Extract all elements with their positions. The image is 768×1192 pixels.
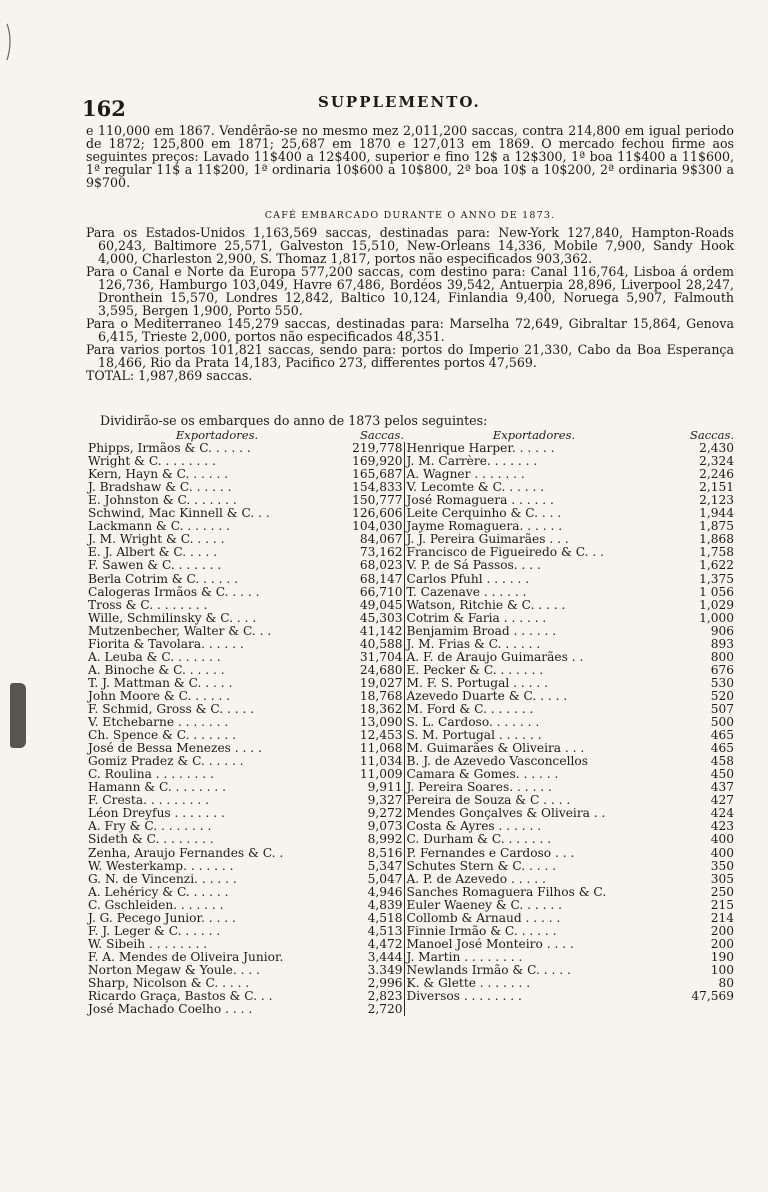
- bags-right: 80: [718, 976, 734, 990]
- table-intro: Dividirão-se os embarques do anno de 1873 pelos seguintes:: [100, 413, 488, 428]
- bags-left: 4,472: [348, 938, 404, 951]
- bags-left: 41,142: [348, 625, 404, 638]
- table-row: [86, 559, 734, 572]
- table-row: [86, 625, 734, 638]
- exporter-name-right: M. Guimarães & Oliveira . . .: [406, 742, 585, 756]
- table-row: [86, 599, 734, 612]
- bags-right: 676: [710, 663, 734, 677]
- exporter-name-left: Schwind, Mac Kinnell & C. . .: [88, 507, 270, 521]
- exporter-name-right: J. Martin . . . . . . . .: [406, 950, 523, 964]
- exporter-name-left: Sharp, Nicolson & C. . . . .: [88, 976, 250, 990]
- exporter-name-left: T. J. Mattman & C. . . . .: [88, 676, 233, 690]
- table-row: [86, 912, 734, 925]
- bags-right: 465: [710, 742, 734, 756]
- table-row: [86, 703, 734, 716]
- bags-right: 190: [710, 950, 734, 964]
- bags-left: 9,272: [348, 807, 404, 820]
- exporter-name-left: José de Bessa Menezes . . . .: [88, 742, 262, 756]
- exporter-name-right: Mendes Gonçalves & Oliveira . .: [406, 807, 606, 821]
- exporter-name-left: W. Westerkamp. . . . . . .: [88, 859, 234, 873]
- bags-right: 1,375: [699, 572, 734, 586]
- bags-right: 1,000: [699, 611, 734, 625]
- bags-right: 250: [710, 885, 734, 899]
- exporter-name-left: A. Binoche & C. . . . . .: [88, 663, 225, 677]
- exporter-name-right: S. L. Cardoso. . . . . . .: [406, 716, 540, 730]
- exporter-name-left: A. Leuba & C. . . . . . .: [88, 650, 221, 664]
- exporter-name-right: Benjamim Broad . . . . . .: [406, 624, 557, 638]
- bags-left: 5,347: [348, 860, 404, 873]
- exporter-name-left: V. Etchebarne . . . . . . .: [88, 716, 229, 730]
- header-exporters-right: Exportadores.: [492, 429, 576, 442]
- total-bags: TOTAL: 1,987,869 saccas.: [86, 368, 253, 383]
- exporter-name-right: B. J. de Azevedo Vasconcellos: [406, 755, 588, 769]
- exporter-name-left: Kern, Hayn & C. . . . . .: [88, 468, 229, 482]
- exporter-name-right: Camara & Gomes. . . . . .: [406, 768, 559, 782]
- exporter-name-right: Francisco de Figueiredo & C. . .: [406, 546, 604, 560]
- bags-left: 49,045: [348, 599, 404, 612]
- exporter-name-left: Phipps, Irmãos & C. . . . . .: [88, 442, 251, 456]
- bags-left: 8,992: [348, 833, 404, 846]
- bags-left: 66,710: [348, 586, 404, 599]
- table-row: [86, 951, 734, 964]
- table-row: [86, 586, 734, 599]
- bags-left: 8,516: [348, 847, 404, 860]
- bags-right: 1,029: [699, 598, 734, 612]
- bags-right: 350: [710, 859, 734, 873]
- table-row: [86, 781, 734, 794]
- bags-left: 4,839: [348, 899, 404, 912]
- exporter-name-right: J. J. Pereira Guimarães . . .: [406, 533, 569, 547]
- bags-left: 126,606: [348, 507, 404, 520]
- exporter-name-left: Tross & C. . . . . . . .: [88, 598, 208, 612]
- exporter-name-left: John Moore & C. . . . . .: [88, 689, 231, 703]
- exporter-name-right: Azevedo Duarte & C. . . . .: [406, 689, 568, 703]
- bags-left: 19,027: [348, 677, 404, 690]
- exporter-name-left: F. J. Leger & C. . . . . .: [88, 924, 221, 938]
- exporter-name-left: F. Schmid, Gross & C. . . . .: [88, 702, 255, 716]
- table-row: [86, 755, 734, 768]
- exporter-name-left: F. A. Mendes de Oliveira Junior.: [88, 950, 284, 964]
- table-row: [86, 807, 734, 820]
- table-row: [86, 638, 734, 651]
- bags-right: 214: [710, 911, 734, 925]
- bags-left: 11,009: [348, 768, 404, 781]
- exporter-name-left: Wille, Schmilinsky & C. . . .: [88, 611, 257, 625]
- exporter-name-right: C. Durham & C. . . . . . .: [406, 833, 552, 847]
- table-row: [86, 938, 734, 951]
- table-header-row: [86, 429, 734, 442]
- bags-left: 24,680: [348, 664, 404, 677]
- table-row: [86, 847, 734, 860]
- exporter-name-right: Costa & Ayres . . . . . .: [406, 820, 542, 834]
- bags-left: 2,720: [348, 1003, 404, 1016]
- destination-north-europe: Para o Canal e Norte da Europa 577,200 saccas, com destino para: Canal 116,764, Lisboa á ordem 126,736, Hamburgo 103,049, Havre 67,486, Bordéos 39,542, Antuerpia 28,896, Liverpool 28,247, Dronthein 15,570, Londres 12,842, Baltico 10,124, Finlandia 9,400, Noruega 5,907, Falmouth 3,595, Bergen 1,900, Porto 550.: [86, 264, 734, 318]
- bags-right: 200: [710, 924, 734, 938]
- bags-left: 4,513: [348, 925, 404, 938]
- bags-left: 12,453: [348, 729, 404, 742]
- exporter-name-left: Wright & C. . . . . . . .: [88, 455, 216, 469]
- exporter-name-left: A. Lehéricy & C. . . . . .: [88, 885, 229, 899]
- bags-left: 3,444: [348, 951, 404, 964]
- bags-left: 11,034: [348, 755, 404, 768]
- table-row: [86, 1003, 734, 1016]
- exporter-name-left: J. G. Pecego Junior. . . . .: [88, 911, 236, 925]
- bags-right: 1,622: [699, 559, 734, 573]
- bags-right: 1,944: [699, 507, 734, 521]
- table-row: [86, 677, 734, 690]
- bags-right: 520: [710, 689, 734, 703]
- bags-left: 2,996: [348, 977, 404, 990]
- exporter-name-right: Leite Cerquinho & C. . . .: [406, 507, 562, 521]
- table-row: [86, 468, 734, 481]
- bags-right: 47,569: [691, 990, 734, 1004]
- destinations-block: [86, 226, 734, 382]
- exporter-name-right: A. F. de Araujo Guimarães . .: [406, 650, 584, 664]
- exporter-name-left: F. Sawen & C. . . . . . .: [88, 559, 222, 573]
- exporter-name-left: Hamann & C. . . . . . . .: [88, 781, 227, 795]
- exporter-name-left: Norton Megaw & Youle. . . .: [88, 963, 260, 977]
- exporter-name-right: Pereira de Souza & C . . . .: [406, 794, 571, 808]
- bags-left: 84,067: [348, 533, 404, 546]
- bags-left: 5,047: [348, 873, 404, 886]
- bags-left: 104,030: [348, 520, 404, 533]
- exporter-name-left: Mutzenbecher, Walter & C. . .: [88, 624, 272, 638]
- market-paragraph: e 110,000 em 1867. Vendêrão-se no mesmo mez 2,011,200 saccas, contra 214,800 em igual periodo de 1872; 125,800 em 1871; 25,687 em 1870 e 127,013 em 1869. O mercado fechou firme aos seguintes preços: Lavado 11$400 a 12$400, superior e fino 12$ a 12$300, 1ª boa 11$400 a 11$600, 1ª regular 11$ a 11$200, 1ª ordinaria 10$600 a 10$800, 2ª boa 10$ a 10$200, 2ª ordinaria 9$300 a 9$700.: [86, 123, 734, 190]
- bags-right: 2,430: [699, 442, 734, 456]
- table-row: [86, 494, 734, 507]
- bags-right: 1 056: [699, 585, 734, 599]
- table-row: [86, 612, 734, 625]
- exporter-name-right: A. Wagner . . . . . . .: [406, 468, 525, 482]
- bags-right: 507: [710, 702, 734, 716]
- bags-left: 18,362: [348, 703, 404, 716]
- bags-right: 2,151: [699, 481, 734, 495]
- destination-various-ports: Para varios portos 101,821 saccas, sendo para: portos do Imperio 21,330, Cabo da Boa Esperança 18,466, Rio da Prata 14,183, Pacifico 273, differentes portos 47,569.: [86, 342, 734, 370]
- exporter-name-right: E. Pecker & C. . . . . . .: [406, 663, 544, 677]
- bags-left: 169,920: [348, 455, 404, 468]
- bags-left: 154,833: [348, 481, 404, 494]
- exporter-name-left: W. Sibeih . . . . . . . .: [88, 937, 208, 951]
- exporter-name-left: F. Cresta. . . . . . . . .: [88, 794, 209, 808]
- table-row: [86, 651, 734, 664]
- bags-left: 219,778: [348, 442, 404, 455]
- table-row: [86, 833, 734, 846]
- exporter-name-left: C. Gschleiden. . . . . . .: [88, 898, 224, 912]
- bags-left: 4,518: [348, 912, 404, 925]
- table-row: [86, 964, 734, 977]
- exporter-name-right: Collomb & Arnaud . . . . .: [406, 911, 561, 925]
- exporter-name-left: Calogeras Irmãos & C. . . . .: [88, 585, 260, 599]
- table-row: [86, 794, 734, 807]
- bags-right: 400: [710, 833, 734, 847]
- bags-right: 1,868: [699, 533, 734, 547]
- exporter-name-left: Sideth & C. . . . . . . .: [88, 833, 214, 847]
- table-row: [86, 899, 734, 912]
- table-row: [86, 455, 734, 468]
- exporter-name-left: José Machado Coelho . . . .: [88, 1003, 253, 1017]
- exporter-name-left: Berla Cotrim & C. . . . . .: [88, 572, 238, 586]
- exporter-name-right: J. M. Frias & C. . . . . .: [406, 637, 541, 651]
- bags-right: 800: [710, 650, 734, 664]
- bags-left: 13,090: [348, 716, 404, 729]
- bags-left: 11,068: [348, 742, 404, 755]
- page-number: 162: [82, 96, 126, 121]
- exporter-name-right: P. Fernandes e Cardoso . . .: [406, 846, 575, 860]
- bags-right: 458: [710, 755, 734, 769]
- exporter-name-left: J. Bradshaw & C. . . . . .: [88, 481, 232, 495]
- exporter-name-right: [404, 1003, 664, 1016]
- exporter-name-left: Zenha, Araujo Fernandes & C. .: [88, 846, 284, 860]
- bags-right: [664, 1003, 734, 1016]
- exporter-name-right: M. Ford & C. . . . . . .: [406, 702, 534, 716]
- bags-right: 100: [710, 963, 734, 977]
- table-row: [86, 886, 734, 899]
- bags-right: 450: [710, 768, 734, 782]
- exporter-name-left: Gomiz Pradez & C. . . . . .: [88, 755, 244, 769]
- bags-left: 73,162: [348, 546, 404, 559]
- bags-left: 150,777: [348, 494, 404, 507]
- exporter-name-right: J. M. Carrère. . . . . . .: [406, 455, 538, 469]
- exporter-name-right: K. & Glette . . . . . . .: [406, 976, 531, 990]
- bags-right: 906: [710, 624, 734, 638]
- exporter-name-left: E. Johnston & C. . . . . . .: [88, 494, 237, 508]
- bags-right: 465: [710, 729, 734, 743]
- bags-left: 2,823: [348, 990, 404, 1003]
- table-row: [86, 977, 734, 990]
- exporter-name-right: Watson, Ritchie & C. . . . .: [406, 598, 566, 612]
- table-row: [86, 520, 734, 533]
- bags-right: 2,324: [699, 455, 734, 469]
- table-row: [86, 481, 734, 494]
- bags-right: 500: [710, 716, 734, 730]
- exporter-name-right: S. M. Portugal . . . . . .: [406, 729, 542, 743]
- table-row: [86, 925, 734, 938]
- bags-right: 2,246: [699, 468, 734, 482]
- exporter-name-left: J. M. Wright & C. . . . .: [88, 533, 225, 547]
- bags-left: 9,327: [348, 794, 404, 807]
- table-row: [86, 742, 734, 755]
- exporter-name-left: G. N. de Vincenzi. . . . . .: [88, 872, 237, 886]
- pencil-margin-mark: [4, 22, 14, 62]
- exporter-name-left: Lackmann & C. . . . . . .: [88, 520, 230, 534]
- table-row: [86, 768, 734, 781]
- exporter-name-right: Sanches Romaguera Filhos & C.: [406, 885, 607, 899]
- bags-left: 9,073: [348, 820, 404, 833]
- bags-right: 305: [710, 872, 734, 886]
- bags-right: 427: [710, 794, 734, 808]
- section-title: CAFÉ EMBARCADO DURANTE O ANNO DE 1873.: [264, 210, 556, 221]
- exporter-name-left: C. Roulina . . . . . . . .: [88, 768, 214, 782]
- table-row: [86, 507, 734, 520]
- exporter-name-right: Euler Waeney & C. . . . . .: [406, 898, 563, 912]
- bags-left: 18,768: [348, 690, 404, 703]
- table-row: [86, 860, 734, 873]
- exporter-name-right: J. Pereira Soares. . . . . .: [406, 781, 552, 795]
- bags-left: 165,687: [348, 468, 404, 481]
- bags-right: 423: [710, 820, 734, 834]
- bags-right: 1,758: [699, 546, 734, 560]
- exporter-name-right: V. P. de Sá Passos. . . .: [406, 559, 541, 573]
- table-row: [86, 716, 734, 729]
- table-row: [86, 873, 734, 886]
- bags-left: 9,911: [348, 781, 404, 794]
- bags-left: 45,303: [348, 612, 404, 625]
- bags-right: 400: [710, 846, 734, 860]
- exporter-name-right: Newlands Irmão & C. . . . .: [406, 963, 571, 977]
- header-exporters-left: Exportadores.: [175, 429, 259, 442]
- bags-right: 437: [710, 781, 734, 795]
- exporter-name-right: José Romaguera . . . . . .: [406, 494, 554, 508]
- exporter-name-right: Henrique Harper. . . . . .: [406, 442, 555, 456]
- exporter-name-left: A. Fry & C. . . . . . . .: [88, 820, 212, 834]
- table-row: [86, 533, 734, 546]
- exporter-name-left: E. J. Albert & C. . . . .: [88, 546, 218, 560]
- table-row: [86, 573, 734, 586]
- bags-right: 893: [710, 637, 734, 651]
- exporter-name-right: Carlos Pfuhl . . . . . .: [406, 572, 530, 586]
- destination-united-states: Para os Estados-Unidos 1,163,569 saccas, destinadas para: New-York 127,840, Hampton-Roads 60,243, Baltimore 25,571, Galveston 15,510, New-Orleans 14,336, Mobile 7,900, Sandy Hook 4,000, Charleston 2,900, S. Thomaz 1,817, portos não especificados 903,362.: [86, 225, 734, 266]
- exporter-name-right: V. Lecomte & C. . . . . .: [406, 481, 545, 495]
- bags-right: 1,875: [699, 520, 734, 534]
- exporter-name-left: Ricardo Graça, Bastos & C. . .: [88, 990, 273, 1004]
- exporter-name-right: Cotrim & Faria . . . . . .: [406, 611, 547, 625]
- exporter-name-right: M. F. S. Portugal . . . . .: [406, 676, 549, 690]
- bags-right: 2,123: [699, 494, 734, 508]
- bags-right: 424: [710, 807, 734, 821]
- exporter-name-right: Jayme Romaguera. . . . . .: [406, 520, 563, 534]
- table-row: [86, 990, 734, 1003]
- header-bags-right: Saccas.: [689, 429, 734, 442]
- table-row: [86, 690, 734, 703]
- table-row: [86, 664, 734, 677]
- exporters-table-body: [86, 442, 734, 1016]
- bags-left: 68,147: [348, 573, 404, 586]
- exporter-name-right: A. P. de Azevedo . . . . .: [406, 872, 546, 886]
- destination-mediterranean: Para o Mediterraneo 145,279 saccas, destinadas para: Marselha 72,649, Gibraltar 15,864, Genova 6,415, Trieste 2,000, portos não especificados 48,351.: [86, 316, 734, 344]
- exporter-name-right: Manoel José Monteiro . . . .: [406, 937, 574, 951]
- exporter-name-right: Schutes Stern & C. . . . .: [406, 859, 557, 873]
- bags-right: 200: [710, 937, 734, 951]
- bags-left: 31,704: [348, 651, 404, 664]
- bags-left: 40,588: [348, 638, 404, 651]
- exporter-name-left: Fiorita & Tavolara. . . . . .: [88, 637, 244, 651]
- table-row: [86, 546, 734, 559]
- table-row: [86, 442, 734, 455]
- page-edge-shadow: [10, 683, 26, 748]
- bags-right: 530: [710, 676, 734, 690]
- table-row: [86, 729, 734, 742]
- exporters-table: [86, 429, 734, 1016]
- exporter-name-left: Ch. Spence & C. . . . . . .: [88, 729, 237, 743]
- running-head: SUPPLEMENTO.: [318, 93, 481, 111]
- bags-left: 3.349: [348, 964, 404, 977]
- bags-left: 4,946: [348, 886, 404, 899]
- exporter-name-right: T. Cazenave . . . . . .: [406, 585, 527, 599]
- exporter-name-right: Diversos . . . . . . . .: [406, 990, 522, 1004]
- exporter-name-left: Léon Dreyfus . . . . . . .: [88, 807, 225, 821]
- exporter-name-right: Finnie Irmão & C. . . . . .: [406, 924, 557, 938]
- bags-right: 215: [710, 898, 734, 912]
- table-row: [86, 820, 734, 833]
- header-bags-left: Saccas.: [359, 429, 404, 442]
- bags-left: 68,023: [348, 559, 404, 572]
